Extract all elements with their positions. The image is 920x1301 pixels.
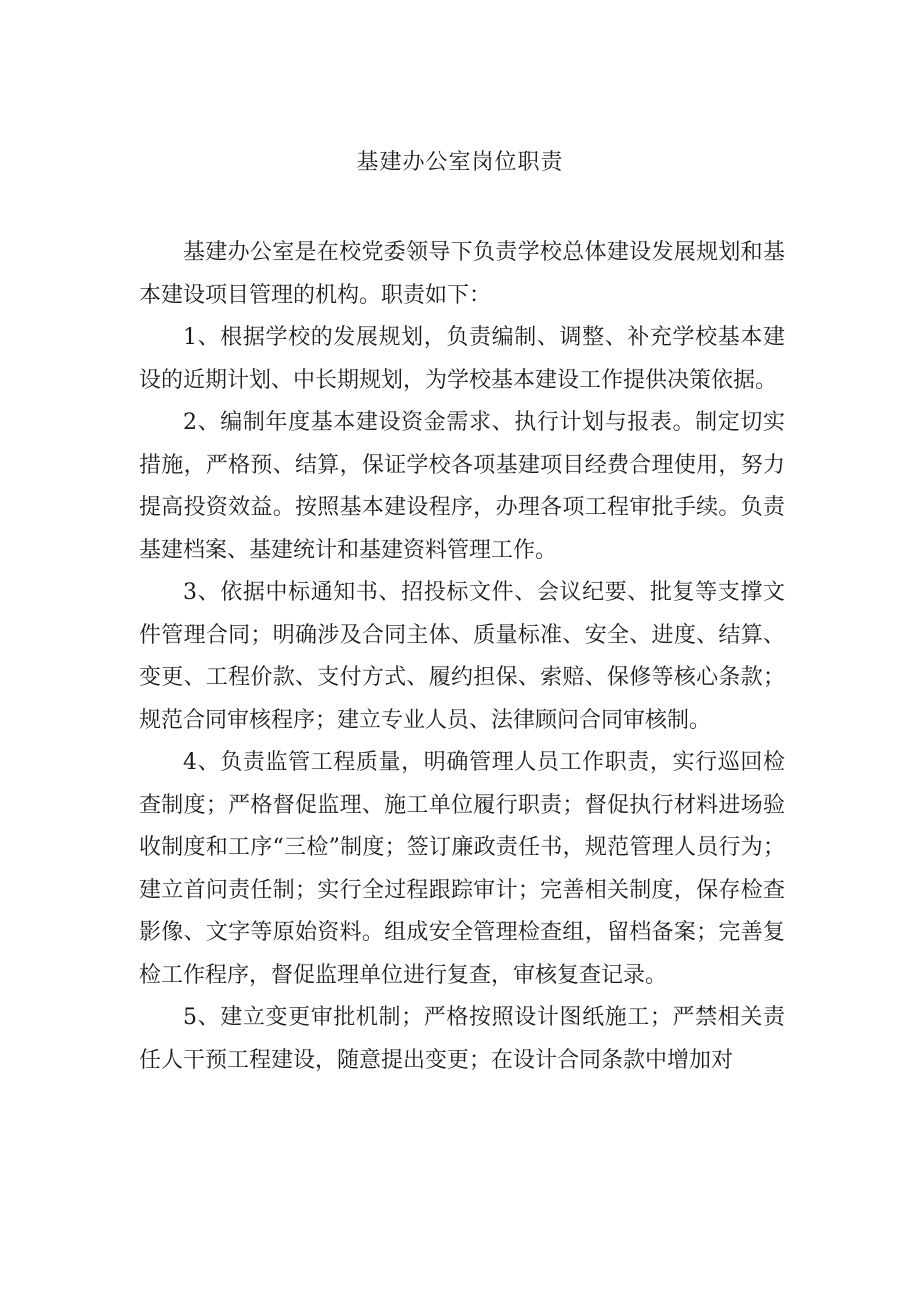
- intro-paragraph: 基建办公室是在校党委领导下负责学校总体建设发展规划和基本建设项目管理的机构。职责如下：: [139, 240, 785, 308]
- document-body: [139, 232, 785, 1082]
- duty-paragraph-5: 5、建立变更审批机制；严格按照设计图纸施工；严禁相关责任人干预工程建设，随意提出变更；在设计合同条款中增加对: [139, 1005, 785, 1073]
- document-title: 基建办公室岗位职责: [356, 150, 564, 175]
- duty-paragraph-2: 2、编制年度基本建设资金需求、执行计划与报表。制定切实措施，严格预、结算，保证学校各项基建项目经费合理使用，努力提高投资效益。按照基本建设程序，办理各项工程审批手续。负责基建档案、基建统计和基建资料管理工作。: [139, 410, 785, 563]
- duty-paragraph-3: 3、依据中标通知书、招投标文件、会议纪要、批复等支撑文件管理合同；明确涉及合同主体、质量标准、安全、进度、结算、变更、工程价款、支付方式、履约担保、索赔、保修等核心条款；规范合同审核程序；建立专业人员、法律顾问合同审核制。: [139, 580, 785, 733]
- duty-paragraph-4: 4、负责监管工程质量，明确管理人员工作职责，实行巡回检查制度；严格督促监理、施工单位履行职责；督促执行材料进场验收制度和工序“三检”制度；签订廉政责任书，规范管理人员行为；建立首问责任制；实行全过程跟踪审计；完善相关制度，保存检查影像、文字等原始资料。组成安全管理检查组，留档备案；完善复检工作程序，督促监理单位进行复查，审核复查记录。: [139, 750, 785, 988]
- duty-paragraph-1: 1、根据学校的发展规划，负责编制、调整、补充学校基本建设的近期计划、中长期规划，为学校基本建设工作提供决策依据。: [139, 325, 785, 393]
